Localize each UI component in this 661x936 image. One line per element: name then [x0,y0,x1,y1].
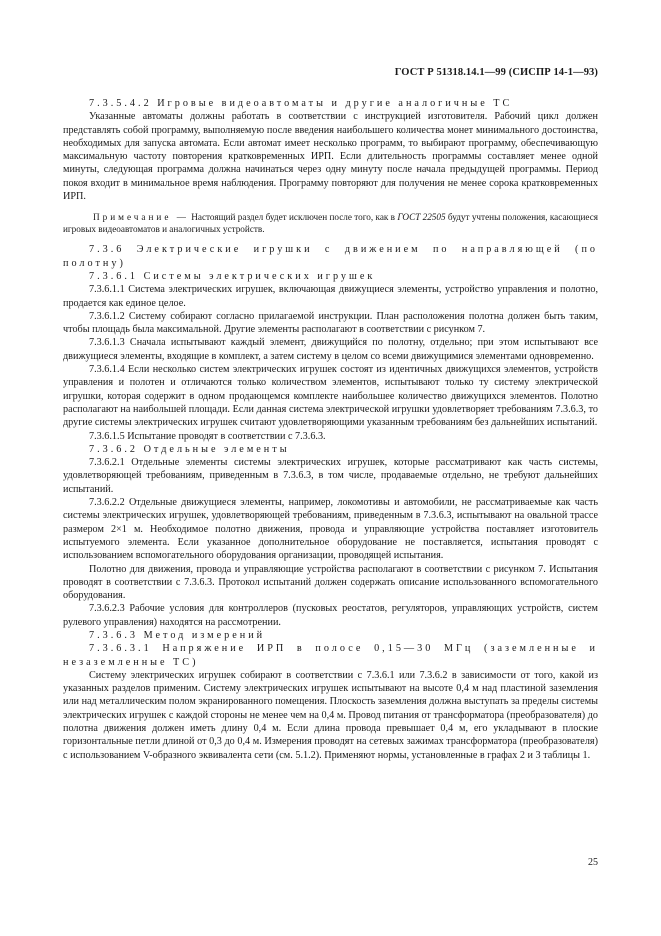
document-body [63,97,598,762]
paragraph: Систему электрических игрушек собирают в соответствии с 7.3.6.1 или 7.3.6.2 в зависимости от того, какой из указанных разделов применим. Систему электрических игрушек испытывают на высоте 0,4 м над пластиной заземления или над металлическим полом экранированного помещения. Плоскость заземления должна выступать за пределы системы электрических игрушек с каждой стороны не менее чем на 0,4 м. Провод питания от трансформатора (преобразователя) до полотна движения должен иметь длину 0,4 м. Если длина провода превышает 0,4 м, его укладывают в плоские горизонтальные петли длиной от 0,3 до 0,4 м. Измерения проводят на сетевых зажимах трансформатора (преобразователя) с использованием V-образного эквивалента сети (см. 5.1.2). Применяют нормы, установленные в графах 2 и 3 таблицы 1. [63,669,598,761]
paragraph: Указанные автоматы должны работать в соответствии с инструкцией изготовителя. Рабочий цикл должен представлять собой программу, выполняемую после введения наибольшего количества монет минимального достоинства, необходимых для запуска автомата. Если автомат имеет несколько программ, то выбирают программу, обеспечивающую максимальную частоту повторения кратковременных ИРП. Если длительность программы составляет менее одной минуты, следующая программа должна начинаться через одну минуту после начала предыдущей программы. Период покоя входит в минимальное время наблюдения. Программу повторяют для получения не менее сорока кратковременных ИРП. [63,111,598,203]
note [63,211,598,235]
heading-7-3-6: 7.3.6 Электрические игрушки с движением по направляющей (по полотну) [63,244,598,269]
note-label: Примечание — [93,212,189,223]
document-header: ГОСТ Р 51318.14.1—99 (СИСПР 14-1—93) [394,67,598,78]
note-text-before: Настоящий раздел будет исключен после того, как в [188,212,398,223]
heading-7-3-6-3-1: 7.3.6.3.1 Напряжение ИРП в полосе 0,15—30 МГц (заземленные и незаземленные ТС) [63,643,598,668]
heading-7-3-6-1: 7.3.6.1 Системы электрических игрушек [89,270,376,282]
note-reference: ГОСТ 22505 [397,212,446,223]
heading-7-3-6-3: 7.3.6.3 Метод измерений [89,629,266,641]
paragraph: 7.3.6.2.1 Отдельные элементы системы электрических игрушек, которые рассматривают как часть системы, удовлетворяющей требованиям, приведенным в 7.3.6.3, в том числе, продаваемые отдельно, не требуют дальнейших испытаний. [63,457,598,495]
paragraph: 7.3.6.1.5 Испытание проводят в соответствии с 7.3.6.3. [89,430,326,442]
heading-7-3-5-4-2: 7.3.5.4.2 Игровые видеоавтоматы и другие аналогичные ТС [89,98,513,109]
paragraph: 7.3.6.1.1 Система электрических игрушек, включающая движущиеся элементы, устройство управления и полотно, продается как единое целое. [63,284,598,309]
paragraph: 7.3.6.2.3 Рабочие условия для контроллеров (пусковых реостатов, регуляторов, управляющих устройств, систем рулевого управления) находятся на рассмотрении. [63,603,598,628]
paragraph: 7.3.6.1.3 Сначала испытывают каждый элемент, движущийся по полотну, отдельно; при этом испытывают все движущиеся элементы, входящие в комплект, а затем систему в целом со всеми движущимися элементами одновременно. [63,337,598,362]
paragraph: Полотно для движения, провода и управляющие устройства располагают в соответствии с рисунком 7. Испытания проводят в соответствии с 7.3.6.3. Протокол испытаний должен содержать описание использованного вспомогательного оборудования. [63,563,598,602]
heading-7-3-6-2: 7.3.6.2 Отдельные элементы [89,443,290,455]
paragraph: 7.3.6.1.4 Если несколько систем электрических игрушек состоят из идентичных движущихся элементов, устройств управления и полотен и отличаются только количеством элементов, испытывают только ту систему электрической игрушки, которая содержит в одном продающемся комплекте наибольшее количество движущихся элементов. Полотно располагают на наибольшей площади. Если данная система электрической игрушки удовлетворяет требованиям 7.3.6.3, то другие системы электрических игрушек считают удовлетворяющими указанным требованиям без дальнейших испытаний. [63,364,598,429]
page-number: 25 [588,857,598,868]
paragraph: 7.3.6.2.2 Отдельные движущиеся элементы, например, локомотивы и автомобили, не рассматриваемые как часть системы электрических игрушек, удовлетворяющей требованиям, приведенным в 7.3.6.3, испытывают на овальной трассе размером 2×1 м. Необходимое полотно движения, провода и управляющие устройства поставляет изготовитель испытуемого элемента. Если указанное дополнительное оборудование не поставляется, испытания проводят с использованием вспомогательного оборудования организации, проводящей испытания. [63,497,598,562]
paragraph: 7.3.6.1.2 Систему собирают согласно прилагаемой инструкции. План расположения полотна должен быть таким, чтобы площадь была максимальной. Другие элементы располагают в соответствии с рисунком 7. [63,310,598,336]
note-text-after: будут учтены положения, касающиеся игровых видеоавтоматов и аналогичных устройств. [63,212,598,235]
